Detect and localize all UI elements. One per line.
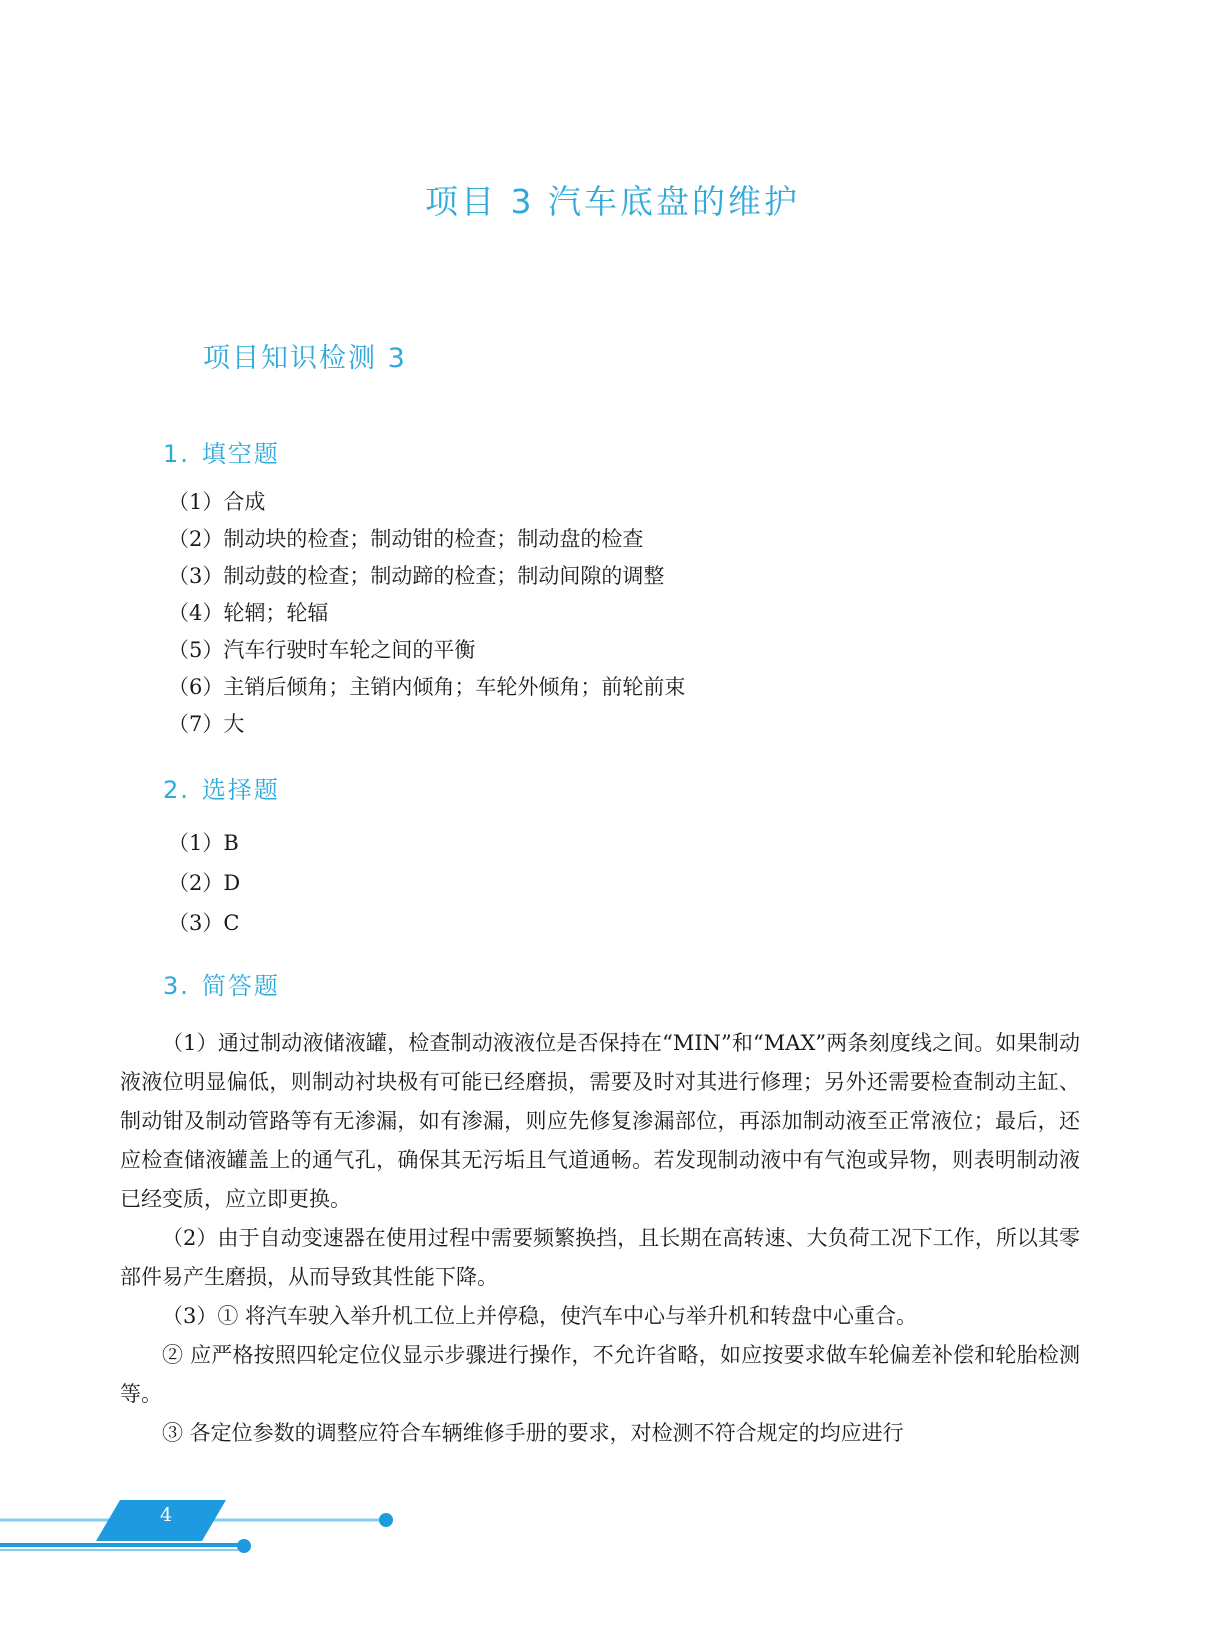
- choice-heading: [163, 770, 280, 805]
- section-title: 项目知识检测 3: [203, 343, 407, 374]
- list-item: （3）C: [168, 911, 240, 935]
- list-item: （4）轮辋；轮辐: [168, 601, 329, 625]
- short-answer-heading: [163, 966, 280, 1001]
- choice-answers: [168, 823, 240, 943]
- answer-paragraph: ③ 各定位参数的调整应符合车辆维修手册的要求，对检测不符合规定的均应进行: [162, 1421, 904, 1445]
- footer-dot-upper: [379, 1513, 393, 1527]
- short-answer-heading-text: 简答题: [201, 972, 280, 1000]
- list-item: （1）合成: [168, 490, 266, 514]
- fill-blank-heading: [163, 434, 280, 469]
- list-item: （7）大: [168, 712, 245, 736]
- project-title: 项目 3 汽车底盘的维护: [425, 182, 800, 221]
- choice-heading-text: 选择题: [201, 776, 280, 804]
- choice-number: 2.: [163, 776, 190, 804]
- footer-decoration: [0, 1500, 400, 1560]
- answer-paragraph: ② 应严格按照四轮定位仪显示步骤进行操作，不允许省略，如应按要求做车轮偏差补偿和轮胎检测等。: [120, 1343, 1080, 1406]
- answer-paragraph: （3）① 将汽车驶入举升机工位上并停稳，使汽车中心与举升机和转盘中心重合。: [162, 1304, 918, 1328]
- fill-blank-number: 1.: [163, 440, 190, 468]
- list-item: （1）B: [168, 831, 239, 855]
- list-item: （2）D: [168, 871, 241, 895]
- footer-dot-lower: [237, 1539, 251, 1553]
- list-item: （2）制动块的检查；制动钳的检查；制动盘的检查: [168, 527, 644, 551]
- page-number: 4: [159, 1504, 173, 1526]
- answer-paragraph: （2）由于自动变速器在使用过程中需要频繁换挡，且长期在高转速、大负荷工况下工作，所以其零部件易产生磨损，从而导致其性能下降。: [120, 1226, 1080, 1289]
- short-answer-number: 3.: [163, 972, 190, 1000]
- fill-blank-answers: [168, 484, 685, 743]
- list-item: （5）汽车行驶时车轮之间的平衡: [168, 638, 476, 662]
- answer-paragraph: （1）通过制动液储液罐，检查制动液液位是否保持在“MIN”和“MAX”两条刻度线之间。如果制动液液位明显偏低，则制动衬块极有可能已经磨损，需要及时对其进行修理；另外还需要检查制动主缸、制动钳及制动管路等有无渗漏，如有渗漏，则应先修复渗漏部位，再添加制动液至正常液位；最后，还应检查储液罐盖上的通气孔，确保其无污垢且气道通畅。若发现制动液中有气泡或异物，则表明制动液已经变质，应立即更换。: [120, 1031, 1080, 1211]
- list-item: （6）主销后倾角；主销内倾角；车轮外倾角；前轮前束: [168, 675, 686, 699]
- fill-blank-heading-text: 填空题: [201, 440, 280, 468]
- short-answer-body: [120, 1024, 1080, 1453]
- list-item: （3）制动鼓的检查；制动蹄的检查；制动间隙的调整: [168, 564, 665, 588]
